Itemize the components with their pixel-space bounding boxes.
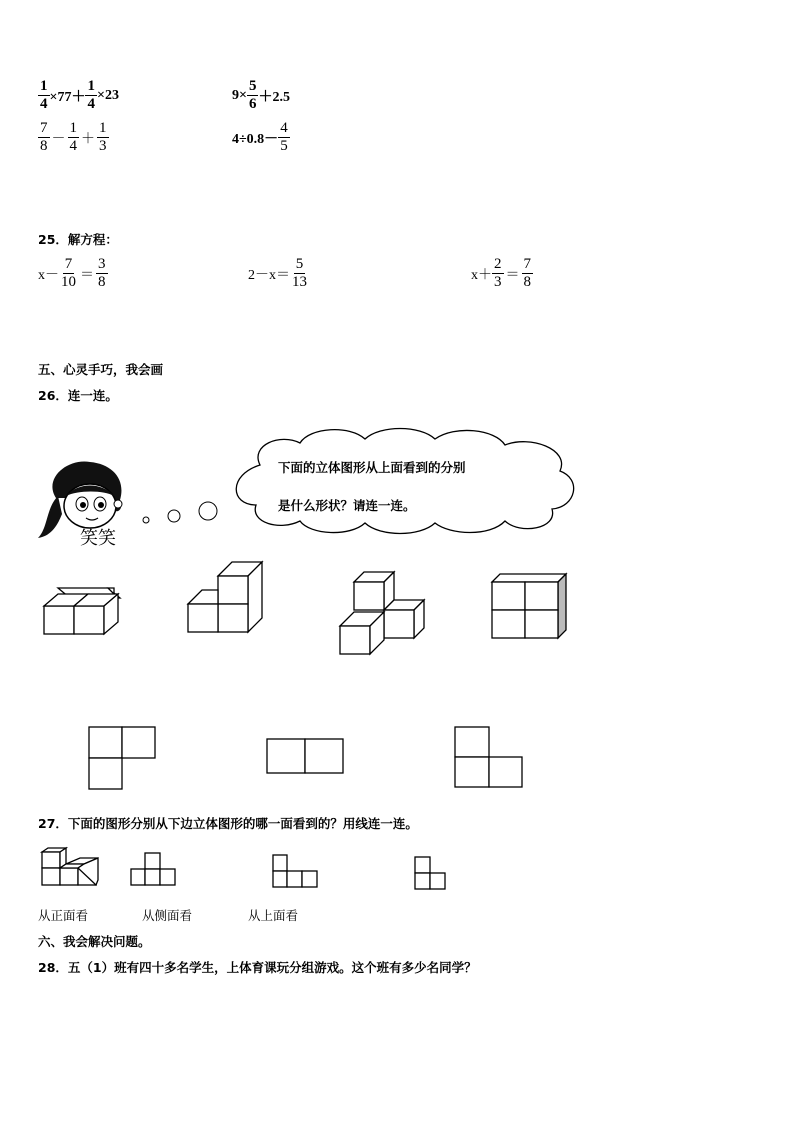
- frac-num: 7: [40, 120, 48, 136]
- frac-den: 8: [40, 138, 48, 154]
- section-6-heading: 六、我会解决问题。: [38, 934, 151, 949]
- operator: ＋: [81, 131, 95, 147]
- expr-text: ×77＋: [49, 89, 86, 105]
- operator: －: [51, 131, 66, 147]
- eq-lhs: x＋: [471, 267, 492, 283]
- expr-text: ×23: [96, 87, 119, 103]
- frac-num: 7: [64, 256, 73, 272]
- frac-den: 3: [494, 274, 502, 290]
- solid-figure-1: [44, 578, 124, 636]
- frac-den: 8: [98, 274, 106, 290]
- frac-num: 7: [523, 256, 531, 272]
- cloud-text-line-2: 是什么形状？请连一连。: [278, 498, 416, 513]
- top-view-3: [454, 726, 524, 790]
- equals: ＝: [505, 267, 520, 283]
- frac-num: 2: [494, 256, 502, 272]
- view-label-front: 从正面看: [38, 908, 89, 923]
- expr-text: 4÷0.8－: [232, 131, 279, 147]
- eq-lhs: 2－x＝: [248, 267, 290, 283]
- frac-num: 1: [69, 120, 77, 136]
- expr-text: ＋2.5: [258, 89, 290, 105]
- thought-bubbles: [138, 498, 220, 528]
- expr-4: [232, 120, 290, 155]
- cloud-text-line-1: 下面的立体图形从上面看到的分别: [278, 460, 466, 475]
- frac-den: 5: [280, 138, 288, 154]
- expr-1: [38, 78, 119, 113]
- frac-num: 1: [40, 78, 48, 94]
- q26-label: 26．连一连。: [38, 388, 118, 403]
- frac-num: 3: [98, 256, 106, 272]
- frac-den: 6: [248, 96, 257, 112]
- equation-3: [471, 256, 533, 291]
- solid-figure-3: [340, 570, 426, 656]
- expr-text: 9×: [232, 87, 247, 103]
- top-view-1: [88, 726, 158, 792]
- q27-view-1: [130, 852, 178, 888]
- frac-den: 4: [87, 96, 95, 112]
- q27-view-2: [272, 854, 320, 890]
- q27-view-3: [414, 856, 448, 892]
- frac-den: 10: [61, 274, 76, 290]
- frac-num: 1: [99, 120, 107, 136]
- equation-2: [248, 256, 309, 291]
- expr-2: [232, 78, 290, 113]
- section-5-heading: 五、心灵手巧，我会画: [38, 362, 164, 377]
- frac-den: 8: [523, 274, 531, 290]
- girl-name: 笑笑: [80, 528, 116, 549]
- thought-cloud: [220, 425, 580, 535]
- top-view-2: [266, 738, 346, 776]
- q27-label: 27．下面的图形分别从下边立体图形的哪一面看到的？用线连一连。: [38, 816, 418, 831]
- expr-3: [38, 120, 109, 155]
- view-label-top: 从上面看: [248, 908, 299, 923]
- q27-solid: [40, 846, 100, 888]
- frac-den: 13: [292, 274, 307, 290]
- solid-figure-4: [492, 572, 568, 640]
- frac-num: 5: [295, 256, 304, 272]
- q25-label: 25．解方程：: [38, 232, 118, 247]
- eq-lhs: x－: [38, 267, 59, 283]
- solid-figure-2: [188, 560, 264, 634]
- frac-den: 4: [40, 96, 48, 112]
- equals: ＝: [80, 267, 94, 283]
- frac-num: 1: [87, 78, 95, 94]
- frac-den: 3: [99, 138, 107, 154]
- q28-text: 28．五（1）班有四十多名学生，上体育课玩分组游戏。这个班有多少名同学？: [38, 960, 477, 975]
- equation-1: [38, 256, 108, 291]
- frac-num: 4: [280, 120, 288, 136]
- frac-num: 5: [248, 78, 257, 94]
- frac-den: 4: [69, 138, 77, 154]
- view-label-side: 从侧面看: [142, 908, 193, 923]
